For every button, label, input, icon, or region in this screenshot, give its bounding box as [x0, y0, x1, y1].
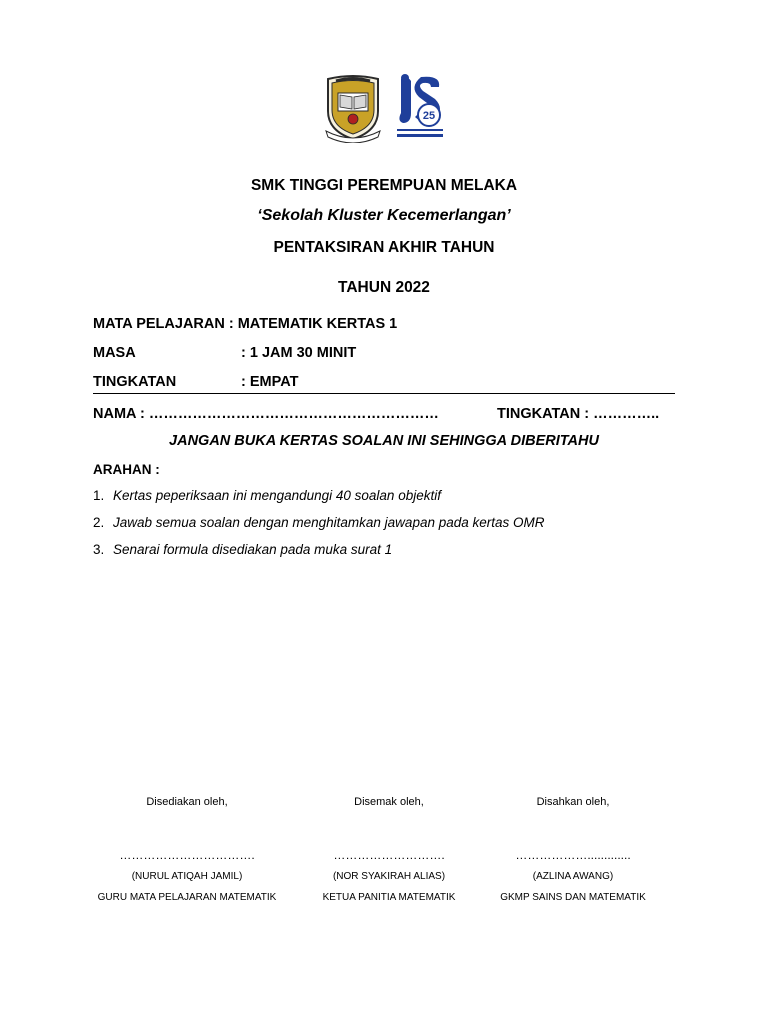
signatory-name: (NOR SYAKIRAH ALIAS)	[332, 871, 446, 882]
school-name: SMK TINGGI PEREMPUAN MELAKA	[250, 177, 518, 194]
warning-text: JANGAN BUKA KERTAS SOALAN INI SEHINGGA DIBERITAHU	[169, 433, 599, 449]
instructions-heading: ARAHAN :	[93, 462, 160, 477]
instruction-number: 3.	[93, 542, 105, 557]
candidate-name-field: NAMA : ……………………………………………………	[93, 406, 439, 422]
signature-label: Disahkan oleh,	[536, 796, 610, 808]
signatory-name: (AZLINA AWANG)	[532, 871, 614, 882]
anniversary-25-logo	[393, 73, 447, 139]
school-crest-logo	[322, 73, 384, 143]
instruction-number: 2.	[93, 515, 105, 530]
time-row	[93, 345, 356, 361]
instruction-text: Kertas peperiksaan ini mengandungi 40 soalan objektif	[113, 488, 441, 503]
instruction-item	[93, 488, 441, 503]
signatory-role: GURU MATA PELAJARAN MATEMATIK	[97, 892, 277, 903]
time-label: MASA	[93, 345, 136, 361]
instruction-item	[93, 542, 392, 557]
divider-line	[93, 393, 675, 394]
instruction-item	[93, 515, 545, 530]
signatory-name: (NURUL ATIQAH JAMIL)	[131, 871, 243, 882]
signatory-role: GKMP SAINS DAN MATEMATIK	[500, 892, 646, 903]
subject-row	[93, 316, 397, 332]
anniversary-number-text: 25	[422, 110, 436, 122]
subject-value: : MATEMATIK KERTAS 1	[228, 316, 398, 332]
subject-label: MATA PELAJARAN	[93, 316, 225, 332]
instruction-text: Jawab semua soalan dengan menghitamkan jawapan pada kertas OMR	[113, 515, 545, 530]
signature-label: Disemak oleh,	[354, 796, 424, 808]
instruction-number: 1.	[93, 488, 105, 503]
time-value: : 1 JAM 30 MINIT	[241, 345, 357, 361]
exam-title: PENTAKSIRAN AKHIR TAHUN	[273, 239, 495, 256]
instruction-text: Senarai formula disediakan pada muka surat 1	[113, 542, 393, 557]
signatory-role: KETUA PANITIA MATEMATIK	[322, 892, 456, 903]
form-label: TINGKATAN	[93, 374, 177, 390]
form-value: : EMPAT	[241, 374, 299, 390]
candidate-form-field: TINGKATAN : …………..	[497, 406, 660, 422]
signature-line: ……………….............	[515, 848, 631, 862]
school-motto: ‘Sekolah Kluster Kecemerlangan’	[257, 207, 511, 224]
signature-label: Disediakan oleh,	[146, 796, 228, 808]
signature-line: …………………………….	[119, 848, 255, 862]
form-row	[93, 374, 298, 390]
exam-year: TAHUN 2022	[338, 279, 430, 296]
signature-line: ……………………….	[333, 848, 445, 862]
